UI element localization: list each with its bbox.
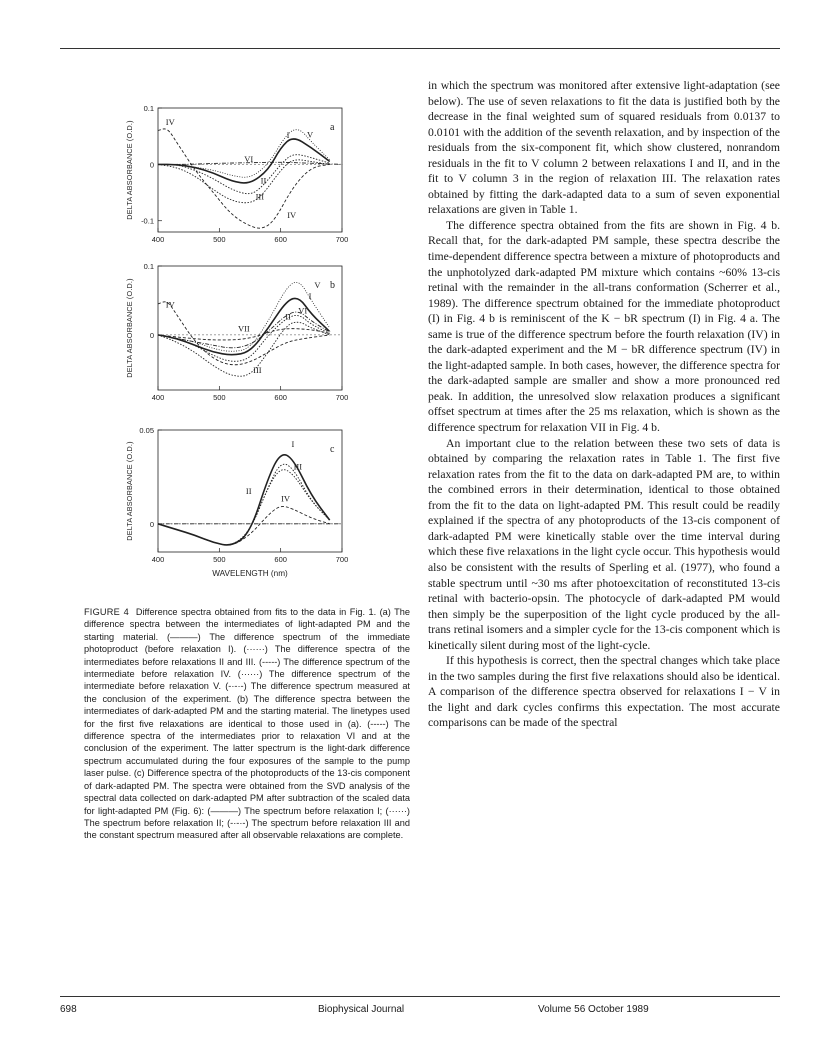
y-tick-label: 0.05 [139,426,154,435]
y-axis-label: DELTA ABSORBANCE (O.D.) [125,278,134,378]
plot-frame [158,108,342,232]
footer-page-number: 698 [60,1004,77,1015]
curve-label: VI [244,154,254,165]
caption-text: Difference spectra obtained from fits to the data in Fig. 1. (a) The difference spectra between the intermediates of light-adapted PM and the starting material. (———) The difference spectrum of the immediate photoproduct (before relaxation I). (······) The difference spectra of the intermediates before relaxations II and III. (-----) The difference spectrum of the intermediate before relaxation IV. (······) The difference spectrum of the intermediate before relaxation V. (-·-·-) The difference spectrum measured at the conclusion of the experiment. (b) The difference spectra between the intermediates of dark-adapted PM and the starting material. The linetypes used for the first five relaxations are identical to those used in (a). (-----) The difference spectra of the intermediates prior to relaxation VI and at the conclusion of the experiment. The latter spectrum is the light-dark difference spectrum accumulated during the four exposures of the sample to the pump laser pulse. (c) Difference spectra of the photoproducts of the 13-cis component of dark-adapted PM. The spectra were obtained from the SVD analysis of the spectral data collected on dark-adapted PM after subtraction of the scaled data for light-adapted PM (Fig. 6): (———) The spectrum before relaxation I; (······) The spectrum before relaxation II; (-·-·-) The spectrum before relaxation III and the constant spectrum measured after all observable relaxations are complete. [84,607,410,841]
y-tick-label: -0.1 [141,216,154,226]
figure-panel-c [120,424,380,578]
series-line-iv [158,506,330,545]
body-paragraph: in which the spectrum was monitored after extensive light-adaptation (see below). The use of seven relaxations to fit the data is justified both by the decrease in the final weighted sum of squared residuals from 0.0137 to 0.0101 with the addition of the seventh relaxation, and by inspection of the residuals from the six-component fit, which show clustered, nonrandom residuals in the fit to V column 2 between relaxations I and II, and in the fit to V column 3 in the region of relaxation III. The relaxation rates obtained by fitting the dark-adapted data to a sum of seven exponential relaxations are given in Table 1. [428,79,780,217]
chart-b [120,262,380,422]
y-axis-label: DELTA ABSORBANCE (O.D.) [125,441,134,541]
x-tick-label: 600 [274,235,287,244]
panel-letter: a [330,122,335,133]
body-paragraph: The difference spectra obtained from the fits are shown in Fig. 4 b. Recall that, for the dark-adapted PM sample, these spectra describe the time-dependent difference spectra between a mixture of photoproducts and the unphotolyzed dark-adapted PM mixture which contains ~60% 13-cis retinal with the remainder in the all-trans conformation (Scherrer et al., 1989). The difference spectrum obtained for the immediate photoproduct (I) in Fig. 4 b is reminiscent of the K − bR spectrum (I) in Fig. 4 a. The same is true of the difference spectrum before the fourth relaxation (IV) in the dark-adapted experiment and the M − bR difference spectrum (IV) in the light-adapted sample. In both cases, however, the difference spectra for the dark-adapted sample are smaller and show a more pronounced red peak. In addition, the unresolved slow relaxation produces a significant offset spectrum at times after the 25 ms relaxation, which is shown as the difference spectrum for relaxation VII in Fig. 4 b. [428,218,780,435]
curve-label: I [286,129,290,140]
curve-label: II [245,485,252,496]
curve-label: IV [165,116,175,127]
x-tick-label: 600 [274,393,287,402]
series-line-iii [158,464,330,545]
chart-a [120,104,380,264]
caption-label: FIGURE 4 [84,607,129,617]
y-tick-label: 0 [149,330,154,340]
curve-label: I [291,438,295,449]
x-axis-label: WAVELENGTH (nm) [212,569,288,578]
y-axis-label: DELTA ABSORBANCE (O.D.) [125,120,134,220]
panel-letter: c [330,444,335,455]
panel-letter: b [330,280,335,291]
y-tick-label: 0 [149,160,154,170]
figure-caption [84,606,410,842]
body-paragraph: An important clue to the relation between these two sets of data is obtained by comparing the relaxation rates in Table 1. The first five relaxation rates from the fit to the data on dark-adapted PM are, to within the combined errors in their determination, identical to those obtained from the fit to the data on light-adapted PM. This result could be readily explained if the spectra of any photoproducts of the 13-cis component of dark-adapted PM were kinetically stable over the time interval during which these five relaxations in the light cycle occur. This hypothesis would also be consistent with the results of Sperling et al. (1977), who found a stable spectrum until ~30 ms after photoexcitation of reconstituted 13-cis retinal with bacterio-opsin. The photocycle of dark-adapted PM would then simply be the superposition of the light cycle produced by the all-trans retinal isomers and a simpler cycle for the 13-cis component which is kinetically silent during most of the light-cycle. [428,436,780,652]
curve-label: III [293,461,303,472]
curve-label: III [253,364,262,375]
y-tick-label: 0.1 [143,262,154,271]
y-tick-label: 0 [149,519,154,529]
curve-label: IV [287,209,297,220]
x-tick-label: 400 [151,393,165,402]
curve-label: III [255,191,265,202]
footer-volume: Volume 56 October 1989 [538,1004,649,1015]
body-text-column [428,78,780,731]
curve-label: IV [281,493,291,504]
x-tick-label: 700 [335,393,349,402]
curve-label: VI [298,305,308,316]
x-tick-label: 700 [335,555,349,564]
footer-rule [60,996,780,997]
curve-label: II [260,175,267,186]
x-tick-label: 700 [335,235,349,244]
curve-label: V [314,280,321,291]
curve-label: VII [237,323,250,334]
x-tick-label: 500 [213,555,226,564]
header-rule [60,48,780,49]
curve-label: V [307,129,314,140]
curve-label: IV [165,299,175,310]
curve-label: I [308,291,312,302]
series-line-ii [158,315,330,361]
y-tick-label: 0.1 [143,104,154,113]
x-tick-label: 500 [213,393,226,402]
curve-label: II [285,311,291,322]
body-paragraph: If this hypothesis is correct, then the spectral changes which take place in the two samples during the first five relaxations should also be identical. A comparison of the difference spectra observed for relaxations I − V in the light and dark cycles confirms this expectation. The most accurate comparisons can be made of the spectral [428,654,780,730]
figure-panel-b [120,262,380,412]
footer-journal: Biophysical Journal [318,1004,405,1015]
chart-c [120,424,380,594]
figure-panel-a [120,104,380,254]
x-tick-label: 400 [151,555,165,564]
x-tick-label: 400 [151,235,165,244]
x-tick-label: 500 [213,235,226,244]
x-tick-label: 600 [274,555,287,564]
